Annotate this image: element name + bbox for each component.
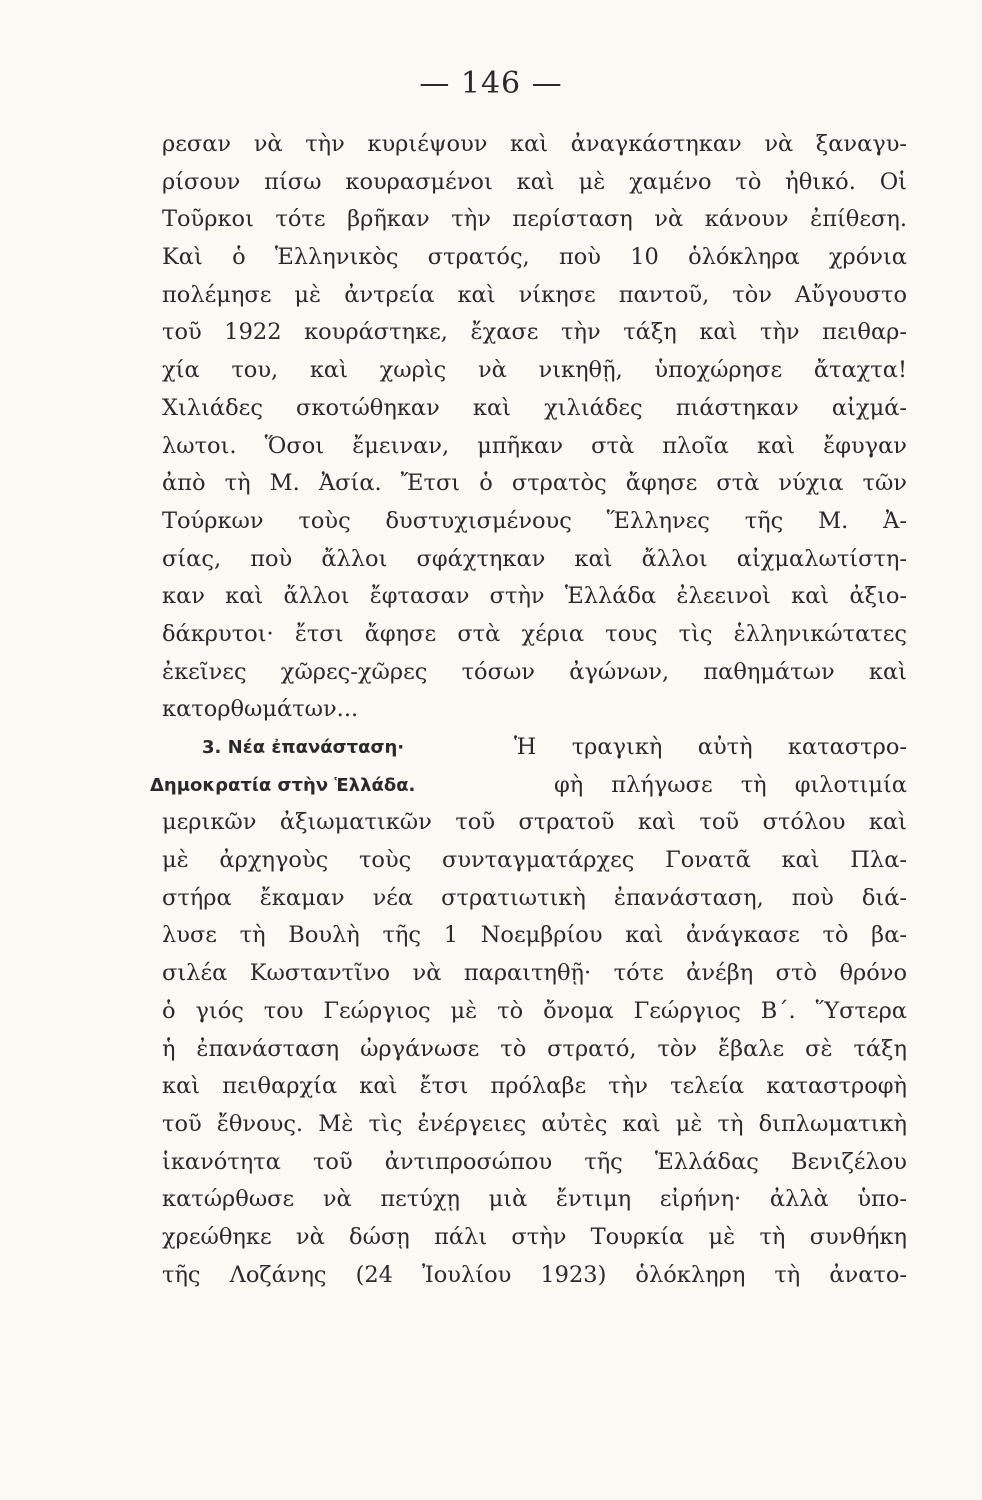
- text-line: ἡ ἐπανάσταση ὠργάνωσε τὸ στρατό, τὸν ἔβαλε σὲ τάξη: [162, 1035, 907, 1062]
- section-heading-row: [162, 729, 907, 767]
- text-line: ρίσουν πίσω κουρασμένοι καὶ μὲ χαμένο τὸ ἠθικό. Οἱ: [162, 168, 907, 195]
- text-line: Ἡ τραγικὴ αὐτὴ καταστρο-: [514, 734, 907, 760]
- paragraph-asia-minor: [162, 126, 907, 729]
- text-line: φὴ πλήγωσε τὴ φιλοτιμία: [554, 771, 907, 798]
- text-line: τοῦ 1922 κουράστηκε, ἔχασε τὴν τάξη καὶ τὴν πειθαρ-: [162, 319, 907, 346]
- text-line: κατορθωμάτων...: [162, 696, 359, 723]
- text-line: χρεώθηκε νὰ δώσῃ πάλι στὴν Τουρκία μὲ τὴ συνθήκη: [162, 1223, 907, 1250]
- text-line: μερικῶν ἀξιωματικῶν τοῦ στρατοῦ καὶ τοῦ στόλου καὶ: [162, 809, 907, 836]
- text-line: ἐκεῖνες χῶρες-χῶρες τόσων ἀγώνων, παθημάτων καὶ: [162, 658, 907, 685]
- text-line: λωτοι. Ὅσοι ἔμειναν, μπῆκαν στὰ πλοῖα καὶ ἔφυγαν: [162, 432, 907, 459]
- text-line: στήρα ἔκαμαν νέα στρατιωτικὴ ἐπανάσταση, ποὺ διά-: [162, 884, 907, 911]
- text-line: ἱκανότητα τοῦ ἀντιπροσώπου τῆς Ἑλλάδας Βενιζέλου: [162, 1148, 907, 1175]
- text-line: λυσε τὴ Βουλὴ τῆς 1 Νοεμβρίου καὶ ἀνάγκασε τὸ βα-: [162, 922, 907, 949]
- text-line: Τούρκων τοὺς δυστυχισμένους Ἕλληνες τῆς Μ. Ἀ-: [162, 507, 907, 534]
- section-heading-row: [150, 767, 907, 805]
- text-line: Τοῦρκοι τότε βρῆκαν τὴν περίσταση νὰ κάνουν ἐπίθεση.: [162, 206, 907, 233]
- text-line: χία του, καὶ χωρὶς νὰ νικηθῇ, ὑποχώρησε ἄταχτα!: [162, 357, 907, 384]
- text-line: Χιλιάδες σκοτώθηκαν καὶ χιλιάδες πιάστηκαν αἰχμά-: [162, 394, 907, 421]
- text-line: κατώρθωσε νὰ πετύχῃ μιὰ ἔντιμη εἰρήνη· ἀλλὰ ὑπο-: [162, 1186, 907, 1213]
- text-line: τῆς Λοζάνης (24 Ἰουλίου 1923) ὁλόκληρη τὴ ἀνατο-: [162, 1261, 907, 1288]
- text-line: ἀπὸ τὴ Μ. Ἀσία. Ἔτσι ὁ στρατὸς ἄφησε στὰ νύχια τῶν: [162, 470, 907, 497]
- text-line: πολέμησε μὲ ἀντρεία καὶ νίκησε παντοῦ, τὸν Αὔγουστο: [162, 281, 907, 308]
- text-line: σιλέα Κωσταντῖνο νὰ παραιτηθῇ· τότε ἀνέβη στὸ θρόνο: [162, 960, 907, 987]
- text-line: μὲ ἀρχηγοὺς τοὺς συνταγματάρχες Γονατᾶ καὶ Πλα-: [162, 847, 907, 874]
- section-heading: Δημοκρατία στὴν Ἑλλάδα.: [150, 774, 416, 796]
- page-number: — 146 —: [419, 66, 563, 101]
- text-line: ρεσαν νὰ τὴν κυριέψουν καὶ ἀναγκάστηκαν νὰ ξαναγυ-: [162, 131, 907, 157]
- page-body: [150, 126, 907, 1294]
- text-line: καὶ πειθαρχία καὶ ἔτσι πρόλαβε τὴν τελεία καταστροφὴ: [162, 1073, 907, 1100]
- section-3: [150, 729, 907, 1294]
- text-line: Καὶ ὁ Ἑλληνικὸς στρατός, ποὺ 10 ὁλόκληρα χρόνια: [162, 244, 907, 271]
- text-line: τοῦ ἔθνους. Μὲ τὶς ἐνέργειες αὐτὲς καὶ μὲ τὴ διπλωματικὴ: [162, 1110, 907, 1137]
- text-line: ὁ γιός του Γεώργιος μὲ τὸ ὄνομα Γεώργιος Β΄. Ὕστερα: [162, 997, 907, 1024]
- text-line: δάκρυτοι· ἔτσι ἄφησε στὰ χέρια τους τὶς ἑλληνικώτατες: [162, 620, 907, 647]
- text-line: καν καὶ ἄλλοι ἔφτασαν στὴν Ἑλλάδα ἐλεεινοὶ καὶ ἀξιο-: [162, 583, 907, 610]
- section-heading: 3. Νέα ἐπανάσταση·: [202, 737, 405, 758]
- text-line: σίας, ποὺ ἄλλοι σφάχτηκαν καὶ ἄλλοι αἰχμαλωτίστη-: [162, 545, 907, 572]
